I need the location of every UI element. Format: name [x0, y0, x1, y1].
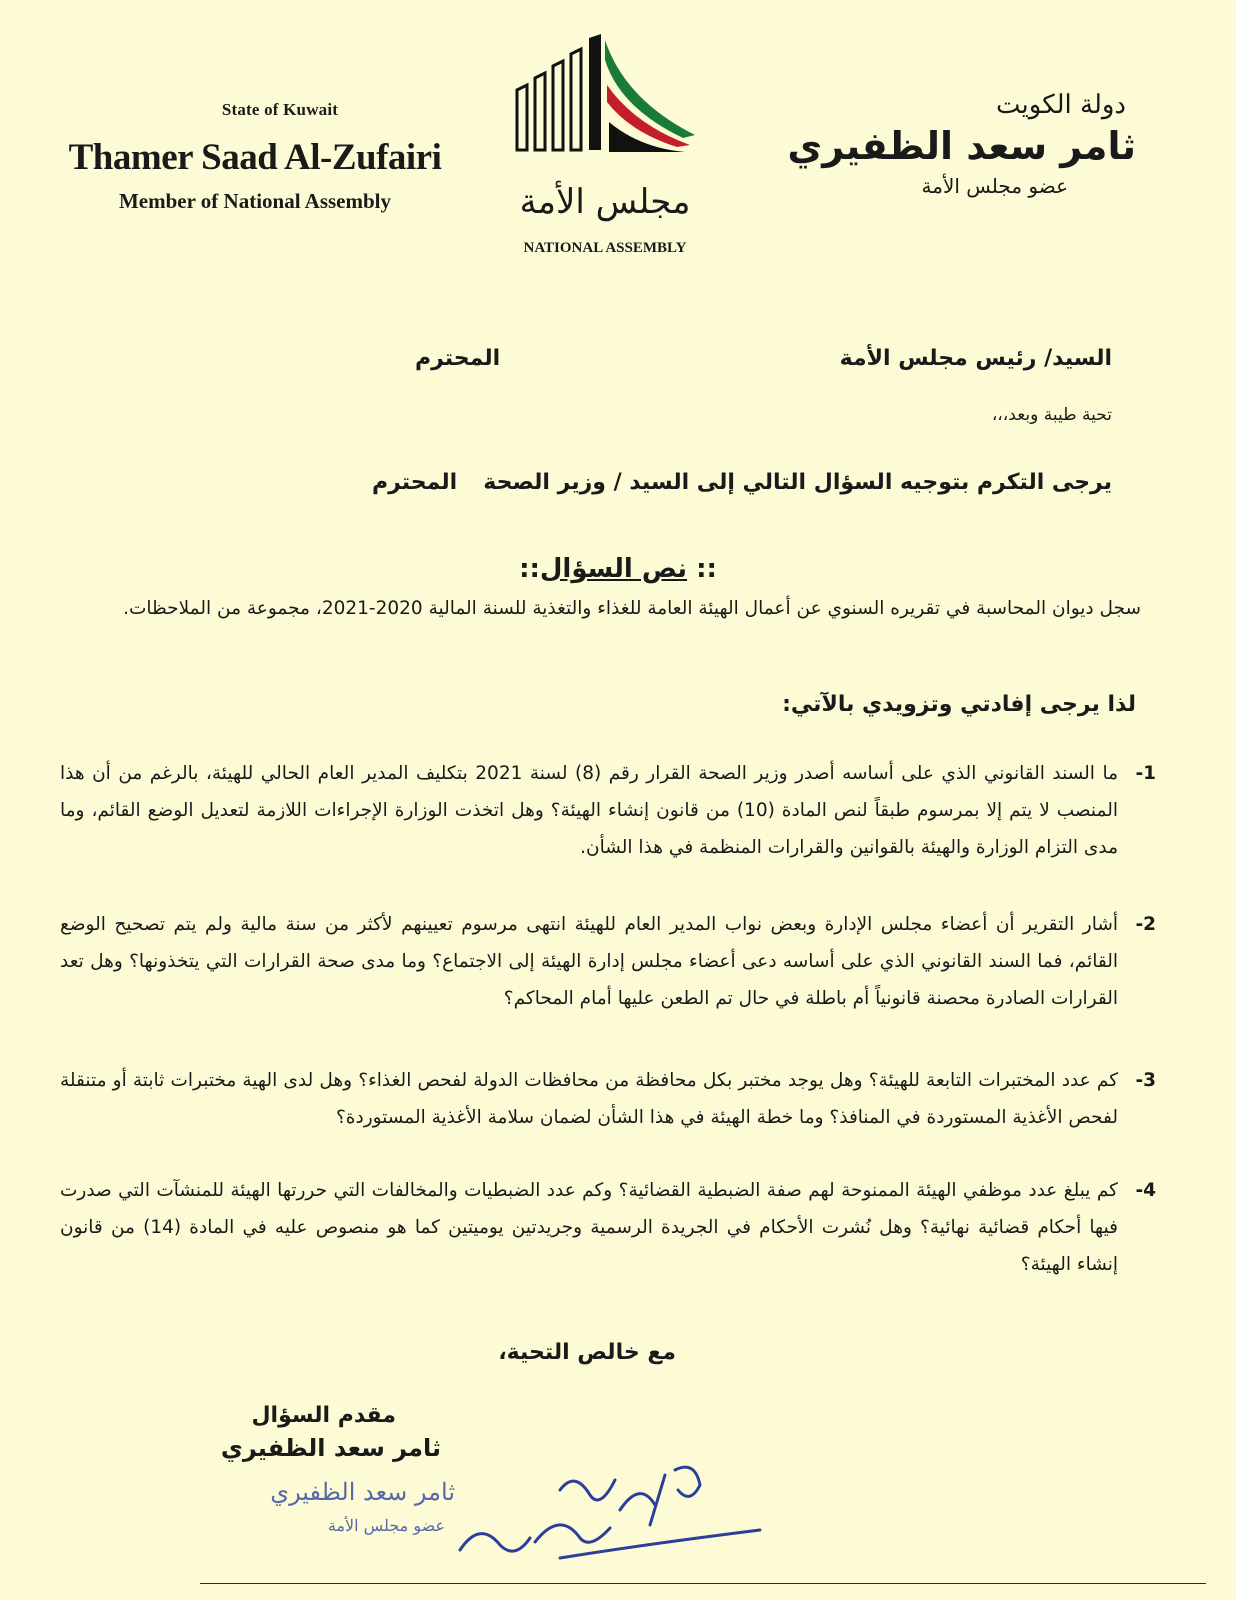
question-intro: سجل ديوان المحاسبة في تقريره السنوي عن أعمال الهيئة العامة للغذاء والتغذية للسنة المالية 2020-2021، مجموعة من الملاحظات.	[123, 598, 1141, 619]
logo-arabic-name: مجلس الأمة	[519, 182, 691, 222]
greeting: تحية طيبة وبعد،،،	[991, 405, 1112, 425]
question-item	[60, 755, 1156, 866]
question-heading-suffix: ::	[519, 554, 540, 584]
closing-salutation: مع خالص التحية،	[498, 1340, 676, 1365]
official-stamp	[225, 1470, 455, 1550]
request-line: يرجى التكرم بتوجيه السؤال التالي إلى السيد / وزير الصحة	[483, 470, 1112, 495]
question-item	[60, 1062, 1156, 1136]
letterhead-en-name: Thamer Saad Al-Zufairi	[68, 137, 442, 178]
question-item-text: كم يبلغ عدد موظفي الهيئة الممنوحة لهم صفة الضبطية القضائية؟ وكم عدد الضبطيات والمخالفات التي حررتها الهيئة للمنشآت التي صدرت فيها أحكام قضائية نهائية؟ وهل نُشرت الأحكام في الجريدة الرسمية وجريدتين يوميتين كما هو منصوص عليه في المادة (14) من قانون إنشاء الهيئة؟	[60, 1180, 1118, 1275]
question-item-number: 4-	[1135, 1180, 1156, 1201]
question-item-text: ما السند القانوني الذي على أساسه أصدر وزير الصحة القرار رقم (8) لسنة 2021 بتكليف المدير العام الحالي للهيئة، بالرغم من أن هذا المنصب لا يتم إلا بمرسوم طبقاً لنص المادة (10) من قانون إنشاء الهيئة؟ وهل اتخذت الوزارة الإجراءات اللازمة لتعديل الوضع القائم، وما مدى التزام الوزارة والهيئة بالقوانين والقرارات المنظمة في هذا الشأن.	[60, 763, 1118, 858]
addressee-honorific: المحترم	[415, 346, 501, 371]
assembly-emblem-icon	[505, 30, 705, 180]
letterhead-en-role: Member of National Assembly	[118, 189, 391, 213]
addressee: السيد/ رئيس مجلس الأمة	[839, 346, 1112, 371]
letterhead-ar-role: عضو مجلس الأمة	[921, 174, 1068, 198]
question-item	[60, 1172, 1156, 1283]
stamp-role: عضو مجلس الأمة	[327, 1516, 445, 1535]
logo-english-name: NATIONAL ASSEMBLY	[523, 240, 687, 256]
letterhead-ar-state: دولة الكويت	[996, 90, 1126, 120]
letterhead-english	[55, 100, 455, 214]
question-item-number: 2-	[1135, 914, 1156, 935]
question-item-number: 1-	[1135, 763, 1156, 784]
signer-name: ثامر سعد الظفيري	[220, 1434, 441, 1462]
question-item-text: أشار التقرير أن أعضاء مجلس الإدارة وبعض نواب المدير العام للهيئة انتهى مرسوم تعيينهم لأكثر من سنة مالية ولم يتم تصحيح الوضع القائم، فما السند القانوني الذي على أساسه دعى أعضاء مجلس إدارة الهيئة إلى الاجتماع؟ وما مدى صحة القرارات التي يتخذونها؟ وهل تعد القرارات الصادرة محصنة قانونياً أم باطلة في حال تم الطعن عليها أمام المحاكم؟	[60, 914, 1118, 1009]
question-item-text: كم عدد المختبرات التابعة للهيئة؟ وهل يوجد مختبر بكل محافظة من محافظات الدولة لفحص الغذاء؟ وهل لدى الهية مختبرات ثابتة أو متنقلة لفحص الأغذية المستوردة في المنافذ؟ وما خطة الهيئة في هذا الشأن لضمان سلامة الأغذية المستوردة؟	[60, 1070, 1118, 1128]
stamp-name: ثامر سعد الظفيري	[270, 1478, 455, 1506]
national-assembly-logo	[505, 30, 705, 270]
submitter-label: مقدم السؤال	[251, 1403, 396, 1428]
question-heading-title: نص السؤال	[539, 554, 688, 584]
letterhead-arabic	[776, 90, 1136, 198]
question-heading-prefix: ::	[687, 554, 717, 584]
handwritten-signature-date	[440, 1450, 770, 1570]
footer-divider	[200, 1583, 1206, 1584]
question-item	[60, 906, 1156, 1017]
question-heading	[0, 554, 1236, 584]
letterhead-en-state: State of Kuwait	[221, 100, 339, 119]
question-item-number: 3-	[1135, 1070, 1156, 1091]
question-lead: لذا يرجى إفادتي وتزويدي بالآتي:	[782, 692, 1136, 717]
request-honorific: المحترم	[372, 470, 458, 495]
letterhead-ar-name: ثامر سعد الظفيري	[787, 124, 1136, 168]
